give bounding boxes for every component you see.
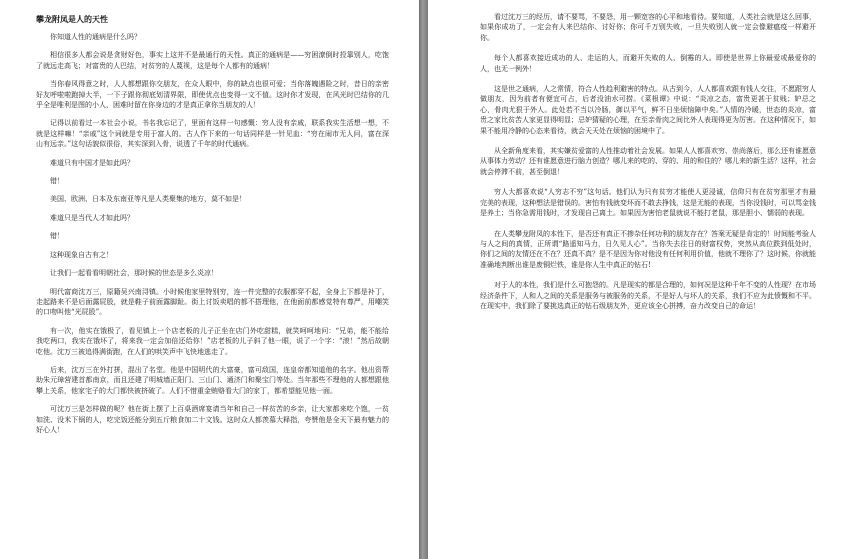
paragraph: 从全新角度来看，其实嫌贫爱富的人性推动着社会发展。如果人人都喜欢穷、崇尚落后，那么还有谁愿意从事体力劳动？还有谁愿意进行脑力创造？哪儿来的吃的、穿的、用的和住的？哪儿来的新生活？这样，社会就会停滞不前，甚至倒退！	[480, 147, 816, 176]
paragraph: 有一次，他实在饿极了，看见镇上一个店老板的儿子正坐在店门外吃甜糕，就笑呵呵地问：“兄弟，能不能给我吃两口，我实在饿坏了，将来我一定会加倍还给你！”店老板的儿子斜了他一眼，说了一个字：“滚！”然后故朝吃他。沈万三被追得满街跑，在人们的哄笑声中飞快地逃走了。	[36, 326, 389, 356]
paragraph: 这种现象自古有之！	[50, 250, 113, 259]
paragraph: 每个人都喜欢接近成功的人、走运的人，而避开失败的人、倒霉的人。即使是世界上你最爱或最爱你的人，也无一例外！	[480, 54, 816, 73]
right-page	[428, 0, 844, 559]
paragraph: 让我们一起看看明朝社会，那时候的世态是多么炎凉！	[50, 269, 218, 278]
paragraph: 对于人的本性，我们是什么可抱怨的。凡是现实的都是合理的，如何况是这种千年不变的人性现？在市场经济条件下，人和人之间的关系是服务与被服务的关系，不是好人与坏人的关系，我们不应为此愤慨和不平。在现实中，我们除了要挑选真正的钻石级朋友外，更应该全心拼搏，奋力改变自己的命运！	[480, 281, 816, 310]
paragraph: 难道只是当代人才如此吗？	[50, 213, 134, 222]
paragraph: 美国、欧洲、日本及东南亚等凡是人类聚集的地方，莫不如是！	[50, 195, 246, 204]
paragraph: 错！	[50, 232, 64, 241]
paragraph: 可沈万三是怎样做的呢？他在街上摆了上百桌酒席宴请当年和自己一样贫苦的乡亲，让大家都来吃个饱，一贫如洗、没米下锅的人，吃完饭还能分到五斤粮食加二十文钱。这时众人都羡慕大释指，夸赞他是全天下最有魅力的好心人！	[36, 405, 389, 434]
paragraph: 穷人大都喜欢说“人穷志不穷”这句话。他们认为只有贫穷才能使人更浸诚，信仰只有在贫穷那里才有最完美的表现，这种想法是错误的。害怕有钱就变坏而不敢去挣钱，这是无能的表现，当你没钱时，可以骂金钱是养土；当你急需用钱时，才发现自己离土。如果因为害怕老鼠就说不能打老鼠，那是胆小、懦弱的表现。	[480, 188, 816, 218]
page-gutter	[419, 0, 428, 559]
chapter-title: 攀龙附凤是人的天性	[36, 14, 108, 24]
paragraph: 看过沈万三的经历，请不要骂，不要怨，用一颗宽容的心平和地看待。要知道，人类社会就是这么回事，如果你成功了，一定会有人来巴结你、讨好你；你可千万别失败，一旦失败别人就一定会像避瘟疫一样避开你。	[480, 13, 816, 42]
paragraph: 当你春风得意之时，人人都想跟你交朋友，在众人眼中，你的缺点也很可爱；当你落魄遇险之时，昔日的亲密好友呼啦啦跑掉大半，一下子跟你彻底划清界限，即使优点也变得一文不值。这时你才发现，在风光时巴结你的几乎全是唯利是图的小人，困难时留在你身边的才是真正拿你当朋友的人！	[36, 80, 389, 110]
paragraph: 你知道人性的通病是什么吗？	[50, 33, 141, 41]
paragraph: 难道只有中国才是如此吗？	[50, 158, 134, 167]
paragraph: 在人类攀龙附凤的本性下，是否还有真正不掺杂任何功利的朋友存在？答案无疑是肯定的！时间能考验人与人之间的真情，正所谓“路遥知马力，日久见人心”。当你失去往日的财富权势，突然从高位跌到低处时，你们之间的友情还在不在？还真不真？是不是因为你对他没有任何利用价值，他就不理你了？这时候，你就能准确地判断出谁是废铜烂铁，谁是你人生中真正的钻石!	[480, 229, 816, 269]
paragraph: 后来，沈万三在外打拼，混出了名堂。他是中国明代的大富豪，富可敌国，连皇帝都知道他的名字。他出资帮助朱元璋营建首都南京，而且还建了明城墙正阳门、三山门、通济门和聚宝门等处。当年那些不理他的人都想跟他攀上关系，他家宅子的大门都快被挤破了。人们不惜重金贿赂看大门的家丁，都希望能见他一面。	[36, 365, 389, 395]
paragraph: 这是世之通病，人之常情，符合人性趋利避害的特点。从古到今，人人都喜欢跟有钱人交往，不愿跟穷人做朋友，因为前者有便宜可占，后者没油水可捞。《菜根谭》中说：“炎凉之态，富贵更甚于贫贱；妒忌之心，骨肉尤狠于外人。此处若不当以冷肠，御以平气，鲜不日坐烦恼障中矣。”人情的冷暖，世态的炎凉，富贵之家比贫苦人家更显得明显；忌妒猜疑的心理，在至亲骨肉之间比外人表现得更为厉害。在这种情况下，如果不能用冷静的心态来看待，就会天天处在烦恼的困境中了。	[480, 85, 816, 135]
paragraph: 相信很多人都会说是贪财好色，事实上这并不是最通行的天性。真正的通病是——穷困潦倒时投靠别人，吃饱了就远走高飞；对富贵的人巴结，对贫穷的人蔑视，这是每个人都有的通病！	[36, 51, 389, 70]
paragraph: 错！	[50, 177, 64, 186]
left-page	[0, 0, 419, 559]
paragraph: 记得以前看过一本社会小说，书名我忘记了，里面有这样一句感慨：穷人没有亲戚，联系我实生活想一想，不就是这样嘛！“亲戚”这个词就是专用于富人的。古人作下来的一句话同样是一针见血：“穷在闹市无人问，富在深山有远亲。”这句话貌似很俗，其实深到入骨，说透了千年的时代通病。	[36, 119, 389, 149]
paragraph: 明代富商沈万三，原籍吴兴南浔镇。小时候他家里特别穷，连一件完整的衣服都穿不起，全身上下都是补丁，走起路来不是后面露屁股，就是鞋子前面露脚趾。街上讨饭卖唱的都不搭理他，在他面前都感觉特有尊严，用嘲笑的口吻叫他“光屁股”。	[36, 287, 389, 317]
